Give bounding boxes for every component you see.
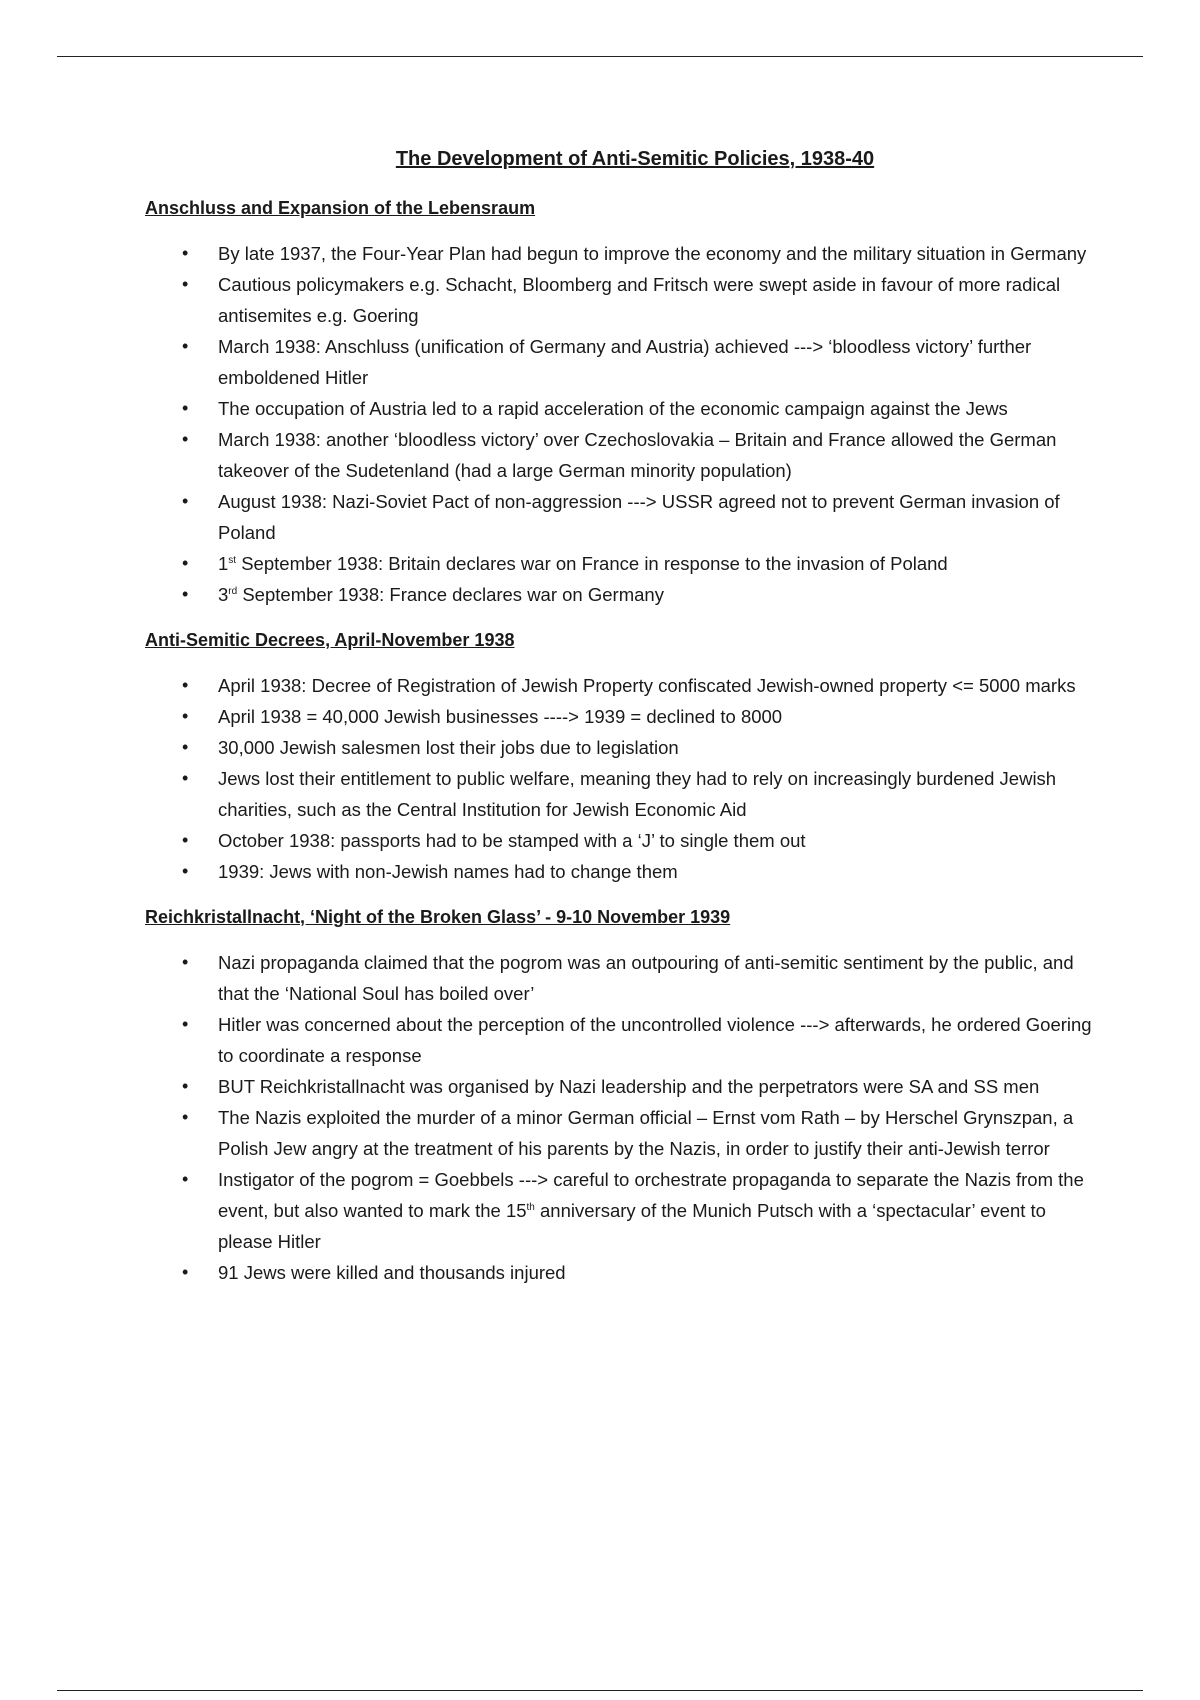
bullet-icon: •: [182, 952, 189, 972]
list-item: • BUT Reichkristallnacht was organised by Nazi leadership and the perpetrators were SA and SS men: [145, 1071, 1095, 1102]
bullet-list-kristallnacht: [145, 947, 1095, 1288]
bottom-rule: [57, 1690, 1143, 1691]
list-item: • Nazi propaganda claimed that the pogrom was an outpouring of anti-semitic sentiment by the public, and that the ‘National Soul has boiled over’: [145, 947, 1095, 1009]
bullet-icon: •: [182, 861, 189, 881]
list-item: • Jews lost their entitlement to public welfare, meaning they had to rely on increasingly burdened Jewish charities, such as the Central Institution for Jewish Economic Aid: [145, 763, 1095, 825]
list-item: • By late 1937, the Four-Year Plan had begun to improve the economy and the military situation in Germany: [145, 238, 1095, 269]
bullet-icon: •: [182, 553, 189, 573]
list-item: • March 1938: Anschluss (unification of Germany and Austria) achieved ---> ‘bloodless victory’ further emboldened Hitler: [145, 331, 1095, 393]
section-heading-decrees: Anti-Semitic Decrees, April-November 1938: [145, 630, 515, 650]
bullet-icon: •: [182, 1107, 189, 1127]
bullet-icon: •: [182, 768, 189, 788]
top-rule: [57, 56, 1143, 57]
section-heading-anschluss: Anschluss and Expansion of the Lebensraum: [145, 198, 536, 218]
bullet-icon: •: [182, 1169, 189, 1189]
list-item: • August 1938: Nazi-Soviet Pact of non-aggression ---> USSR agreed not to prevent German invasion of Poland: [145, 486, 1095, 548]
bullet-icon: •: [182, 274, 189, 294]
bullet-icon: •: [182, 675, 189, 695]
list-item: • Instigator of the pogrom = Goebbels ---> careful to orchestrate propaganda to separate the Nazis from the event, but also wanted to mark the 15th anniversary of the Munich Putsch with a ‘spectacular’ event to please Hitler: [145, 1164, 1095, 1257]
bullet-list-anschluss: [145, 238, 1095, 610]
bullet-icon: •: [182, 429, 189, 449]
list-item: • 91 Jews were killed and thousands injured: [145, 1257, 1095, 1288]
list-item: • April 1938: Decree of Registration of Jewish Property confiscated Jewish-owned property <= 5000 marks: [145, 670, 1095, 701]
bullet-icon: •: [182, 830, 189, 850]
list-item: • Hitler was concerned about the perception of the uncontrolled violence ---> afterwards, he ordered Goering to coordinate a response: [145, 1009, 1095, 1071]
bullet-icon: •: [182, 706, 189, 726]
section-heading-kristallnacht: Reichkristallnacht, ‘Night of the Broken Glass’ - 9-10 November 1939: [145, 907, 731, 927]
bullet-icon: •: [182, 336, 189, 356]
document-page: [145, 144, 1095, 1306]
list-item: • April 1938 = 40,000 Jewish businesses ----> 1939 = declined to 8000: [145, 701, 1095, 732]
bullet-icon: •: [182, 243, 189, 263]
bullet-list-decrees: [145, 670, 1095, 887]
list-item: • The occupation of Austria led to a rapid acceleration of the economic campaign against the Jews: [145, 393, 1095, 424]
list-item: • March 1938: another ‘bloodless victory’ over Czechoslovakia – Britain and France allowed the German takeover of the Sudetenland (had a large German minority population): [145, 424, 1095, 486]
list-item: • October 1938: passports had to be stamped with a ‘J’ to single them out: [145, 825, 1095, 856]
bullet-icon: •: [182, 491, 189, 511]
bullet-icon: •: [182, 1076, 189, 1096]
list-item: • 30,000 Jewish salesmen lost their jobs due to legislation: [145, 732, 1095, 763]
bullet-icon: •: [182, 737, 189, 757]
list-item: • 1939: Jews with non-Jewish names had to change them: [145, 856, 1095, 887]
list-item: • 1st September 1938: Britain declares war on France in response to the invasion of Poland: [145, 548, 1095, 579]
bullet-icon: •: [182, 584, 189, 604]
bullet-icon: •: [182, 398, 189, 418]
list-item: • 3rd September 1938: France declares war on Germany: [145, 579, 1095, 610]
bullet-icon: •: [182, 1014, 189, 1034]
bullet-icon: •: [182, 1262, 189, 1282]
list-item: • The Nazis exploited the murder of a minor German official – Ernst vom Rath – by Herschel Grynszpan, a Polish Jew angry at the treatment of his parents by the Nazis, in order to justify their anti-Jewish terror: [145, 1102, 1095, 1164]
list-item: • Cautious policymakers e.g. Schacht, Bloomberg and Fritsch were swept aside in favour of more radical antisemites e.g. Goering: [145, 269, 1095, 331]
document-title: The Development of Anti-Semitic Policies, 1938-40: [395, 148, 875, 170]
